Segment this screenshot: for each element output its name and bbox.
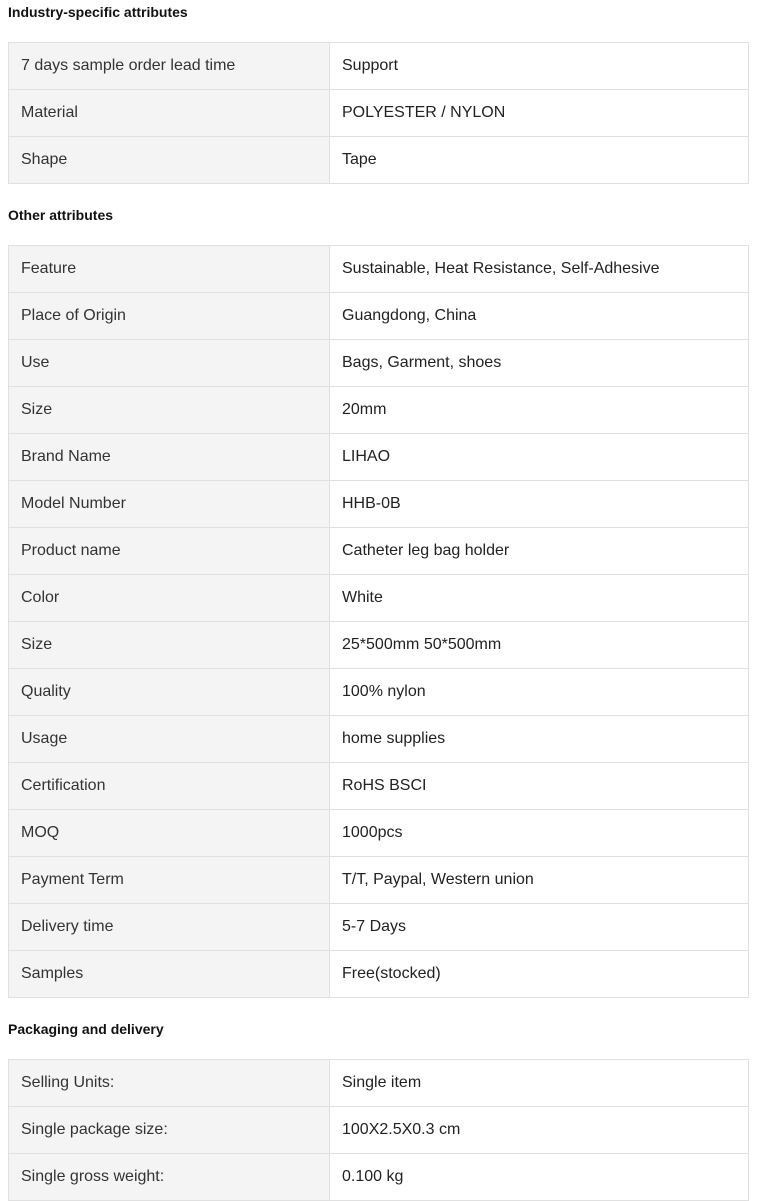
attribute-row [9, 763, 749, 810]
attribute-row [9, 1154, 749, 1201]
attribute-key: Material [9, 90, 330, 137]
attribute-key: Samples [9, 951, 330, 998]
attribute-row [9, 340, 749, 387]
attribute-row [9, 1107, 749, 1154]
attribute-key: Single gross weight: [9, 1154, 330, 1201]
attribute-row [9, 481, 749, 528]
section-title-packaging: Packaging and delivery [8, 1021, 164, 1037]
attribute-value: Sustainable, Heat Resistance, Self-Adhesive [330, 246, 749, 293]
attribute-key: Size [9, 622, 330, 669]
attribute-row [9, 622, 749, 669]
attribute-value: Tape [330, 137, 749, 184]
attribute-value: 25*500mm 50*500mm [330, 622, 749, 669]
section-title-industry-specific: Industry-specific attributes [8, 4, 188, 20]
attribute-row [9, 810, 749, 857]
section-title-other: Other attributes [8, 207, 114, 223]
attribute-value: home supplies [330, 716, 749, 763]
attribute-key: Certification [9, 763, 330, 810]
attribute-key: Feature [9, 246, 330, 293]
attribute-key: Color [9, 575, 330, 622]
attribute-key: Payment Term [9, 857, 330, 904]
attribute-key: Model Number [9, 481, 330, 528]
attribute-row [9, 575, 749, 622]
attribute-row [9, 43, 749, 90]
attribute-key: Quality [9, 669, 330, 716]
attribute-value: T/T, Paypal, Western union [330, 857, 749, 904]
attribute-value: RoHS BSCI [330, 763, 749, 810]
attribute-value: 20mm [330, 387, 749, 434]
attribute-value: Catheter leg bag holder [330, 528, 749, 575]
attribute-row [9, 669, 749, 716]
attribute-key: Usage [9, 716, 330, 763]
attribute-key: Brand Name [9, 434, 330, 481]
attribute-row [9, 137, 749, 184]
attribute-value: 0.100 kg [330, 1154, 749, 1201]
attribute-row [9, 904, 749, 951]
attribute-key: Size [9, 387, 330, 434]
attribute-value: HHB-0B [330, 481, 749, 528]
industry-attributes-table [8, 42, 749, 184]
attribute-key: Selling Units: [9, 1060, 330, 1107]
attribute-row [9, 857, 749, 904]
other-attributes-table [8, 245, 749, 998]
attribute-value: Support [330, 43, 749, 90]
attribute-row [9, 387, 749, 434]
attribute-row [9, 716, 749, 763]
attribute-value: White [330, 575, 749, 622]
attribute-key: Single package size: [9, 1107, 330, 1154]
attribute-row [9, 434, 749, 481]
attribute-key: Shape [9, 137, 330, 184]
attribute-value: Single item [330, 1060, 749, 1107]
attribute-key: 7 days sample order lead time [9, 43, 330, 90]
attribute-value: POLYESTER / NYLON [330, 90, 749, 137]
attribute-value: LIHAO [330, 434, 749, 481]
attribute-row [9, 246, 749, 293]
attribute-row [9, 90, 749, 137]
attribute-value: Guangdong, China [330, 293, 749, 340]
attribute-value: 1000pcs [330, 810, 749, 857]
attribute-key: Product name [9, 528, 330, 575]
attribute-row [9, 293, 749, 340]
attribute-key: Delivery time [9, 904, 330, 951]
attribute-key: Use [9, 340, 330, 387]
attribute-value: Free(stocked) [330, 951, 749, 998]
attribute-key: MOQ [9, 810, 330, 857]
attribute-row [9, 951, 749, 998]
attribute-value: Bags, Garment, shoes [330, 340, 749, 387]
attribute-row [9, 1060, 749, 1107]
packaging-attributes-table [8, 1059, 749, 1201]
attribute-row [9, 528, 749, 575]
attribute-value: 100X2.5X0.3 cm [330, 1107, 749, 1154]
attribute-value: 100% nylon [330, 669, 749, 716]
attribute-key: Place of Origin [9, 293, 330, 340]
attribute-value: 5-7 Days [330, 904, 749, 951]
